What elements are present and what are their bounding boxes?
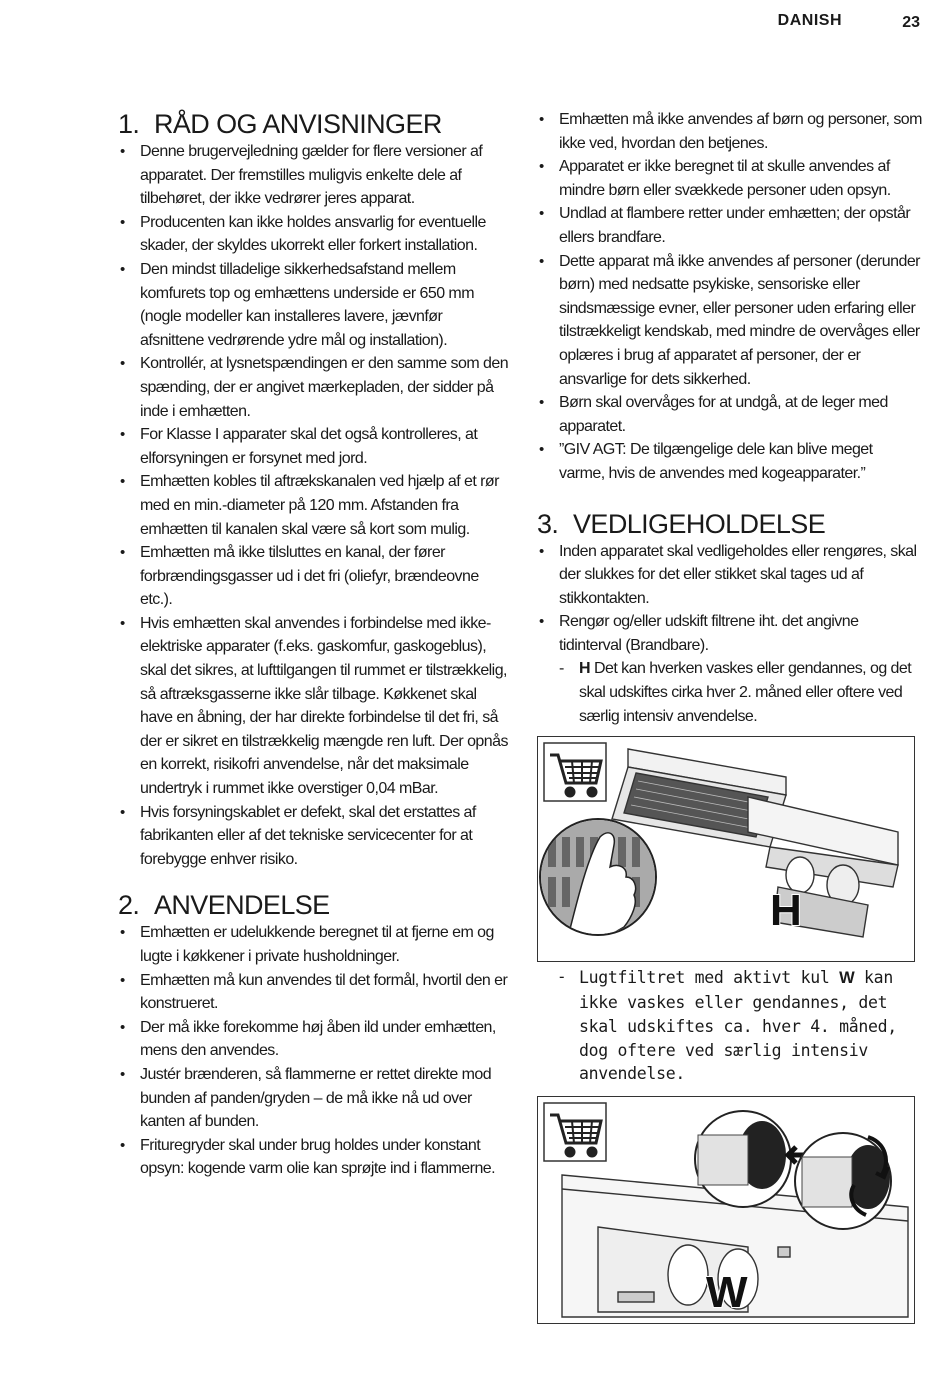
- filter-h-text: Det kan hverken vaskes eller gendannes, og det skal udskiftes cirka hver 2. måned eller oftere ved særlig intensiv anvendelse.: [579, 660, 912, 725]
- list-item: • Apparatet er ikke beregnet til at skulle anvendes af mindre børn eller svækkede personer uden opsyn.: [537, 155, 922, 202]
- list-item: • For Klasse I apparater skal det også kontrolleres, at elforsyningen er forsynet med jord.: [118, 423, 510, 470]
- filter-w-note: [537, 966, 922, 1086]
- section-number: 1.: [118, 109, 140, 139]
- language-label: DANISH: [777, 12, 842, 29]
- list-item: • Hvis forsyningskablet er defekt, skal det erstattes af fabrikanten eller af det tekniske servicecenter for at forebygge enhver risiko.: [118, 801, 510, 872]
- grease-filter-illustration: [538, 737, 913, 960]
- list-item: • Der må ikke forekomme høj åben ild under emhætten, mens den anvendes.: [118, 1016, 510, 1063]
- list-item: • Børn skal overvåges for at undgå, at de leger med apparatet.: [537, 391, 922, 438]
- list-item: • Rengør og/eller udskift filtrene iht. det angivne tidinterval (Brandbare).: [537, 610, 922, 657]
- figure-label-w: W: [706, 1268, 748, 1318]
- list-item: • Emhætten må ikke anvendes af børn og personer, som ikke ved, hvordan den betjenes.: [537, 108, 922, 155]
- carbon-filter-figure: [537, 1096, 915, 1324]
- section-title: VEDLIGEHOLDELSE: [573, 508, 826, 539]
- section-3-heading: [537, 508, 922, 540]
- list-item: • Denne brugervejledning gælder for flere versioner af apparatet. Der fremstilles muligvis enkelte dele af tilbehøret, der ikke vedrører jeres apparat.: [118, 140, 510, 211]
- grease-filter-figure: [537, 736, 915, 962]
- list-item: • Frituregryder skal under brug holdes under konstant opsyn: kogende varm olie kan sprøjte ind i flammerne.: [118, 1134, 510, 1181]
- list-item: • Emhætten må kun anvendes til det formål, hvortil den er konstrueret.: [118, 969, 510, 1016]
- list-item: • Emhætten må ikke tilsluttes en kanal, der fører forbrændingsgasser ud i det fri (oliefyr, brændeovne etc.).: [118, 541, 510, 612]
- filter-w-text-pre: Lugtfiltret med aktivt kul: [579, 968, 830, 988]
- right-column: [537, 108, 922, 1324]
- list-item: • Hvis emhætten skal anvendes i forbindelse med ikke-elektriske apparater (f.eks. gaskomfur, gaskogeblus), skal det sikres, at lufttilgangen til rummet er tilstrækkelig, så aftræksgasserne ikke slår tilbage. Køkkenet skal have en åbning, der har direkte forbindelse til det fri, så der er sikret en tilstrækkelig mængde ren luft. Der opnås en korrekt, risikofri anvendelse, når det maksimale undertryk i rummet ikke overstiger 0,04 mBar.: [118, 612, 510, 801]
- section-2-list-continued: [537, 108, 922, 486]
- list-item: • Justér brænderen, så flammerne er rettet direkte mod bunden af panden/gryden – de må ikke nå ud over kanten af bunden.: [118, 1063, 510, 1134]
- list-item: • Emhætten kobles til aftrækskanalen ved hjælp af et rør med en min.-diameter på 120 mm. Afstanden fra emhætten til kanalen skal være så kort som mulig.: [118, 470, 510, 541]
- page-header: [620, 12, 920, 36]
- section-2-list: [118, 921, 510, 1181]
- carbon-filter-illustration: [538, 1097, 913, 1322]
- section-number: 2.: [118, 890, 140, 921]
- list-item: • Den mindst tilladelige sikkerhedsafstand mellem komfurets top og emhættens underside er 650 mm (nogle modeller kan installeres lavere, jævnfør afsnittene vedrørende ydre mål og installation).: [118, 258, 510, 352]
- list-item: • Undlad at flambere retter under emhætten; der opstår ellers brandfare.: [537, 202, 922, 249]
- section-title: RÅD OG ANVISNINGER: [154, 109, 442, 139]
- list-item: • Dette apparat må ikke anvendes af personer (derunder børn) med nedsatte psykiske, sensoriske eller sindsmæssige evner, eller personer uden erfaring eller tilstrækkeligt kendskab, med mindre de overvåges eller oplæres i brug af apparatet af personer, der er ansvarlige for dets sikkerhed.: [537, 250, 922, 392]
- dash: -: [559, 660, 564, 678]
- section-title: ANVENDELSE: [154, 890, 330, 921]
- dash: -: [559, 968, 565, 987]
- list-item: • ”GIV AGT: De tilgængelige dele kan blive meget varme, hvis de anvendes med kogeapparater.”: [537, 438, 922, 485]
- filter-letter-w: W: [839, 969, 855, 988]
- filter-h-note: [537, 657, 922, 728]
- list-item: • Inden apparatet skal vedligeholdes eller rengøres, skal der slukkes for det eller stikket skal tages ud af stikkontakten.: [537, 540, 922, 611]
- section-2-heading: [118, 889, 510, 921]
- list-item: • Kontrollér, at lysnetspændingen er den samme som den spænding, der er angivet mærkepladen, der sidder på inde i emhætten.: [118, 352, 510, 423]
- filter-w-text-post: kan ikke vaskes eller gendannes, det skal udskiftes ca. hver 4. måned, dog oftere ved særlig intensiv anvendelse.: [579, 968, 897, 1084]
- filter-letter-h: H: [579, 660, 591, 678]
- section-1-heading: [118, 108, 510, 140]
- section-number: 3.: [537, 508, 559, 539]
- shopping-cart-icon: [544, 743, 606, 801]
- section-3-list: [537, 540, 922, 658]
- list-item: • Emhætten er udelukkende beregnet til at fjerne em og lugte i køkkener i private husholdninger.: [118, 921, 510, 968]
- figure-label-h: H: [770, 886, 802, 936]
- left-column: [118, 108, 510, 1181]
- page-number: 23: [902, 14, 920, 31]
- section-1-list: [118, 140, 510, 871]
- list-item: • Producenten kan ikke holdes ansvarlig for eventuelle skader, der skyldes ukorrekt eller forkert installation.: [118, 211, 510, 258]
- shopping-cart-icon: [544, 1103, 606, 1161]
